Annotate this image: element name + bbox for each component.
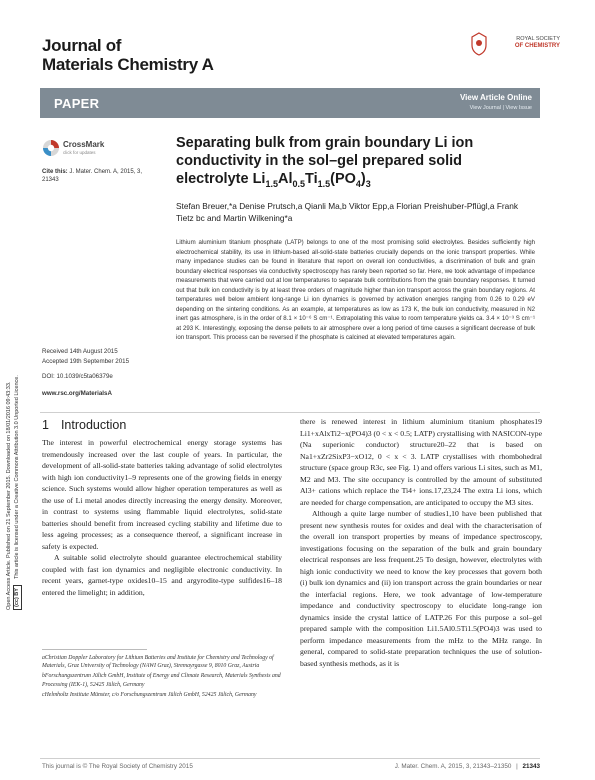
crossmark-icon <box>42 139 60 157</box>
author-list: Stefan Breuer,*a Denise Prutsch,a Qianli Ma,b Viktor Epp,a Florian Preishuber-Pflügl,a Frank Tietz bc and Martin Wilkening*a <box>176 201 519 223</box>
journal-name <box>42 36 214 74</box>
footer-separator: | <box>516 763 518 770</box>
footer-cite: J. Mater. Chem. A, 2015, 3, 21343–21350 <box>394 763 512 770</box>
section-heading <box>42 418 126 432</box>
license-line1: Open Access Article. Published on 21 September 2015. Downloaded on 18/01/2016 09:43:33. <box>6 381 12 610</box>
section-number: 1 <box>42 418 49 432</box>
section-divider <box>40 412 540 413</box>
body-paragraph: The interest in powerful electrochemical energy storage systems has tremendously increased over the last couple of years. In particular, the development of all-solid-state batteries taking advantage of solid electrolytes with high ion conductivity1–9 represents one of the growing fields in energy science. Such systems would allow higher operation temperatures as well as the use of Li metal anodes directly increasing the energy density. Moreover, in contrast to systems using flammable liquid electrolytes, solid-state batteries should benefit from increased cycling stability and lifetime due to less ageing processes; as a consequence thereof, a significant increase in safety is expected. <box>42 438 282 551</box>
journal-name-line2: Materials Chemistry A <box>42 55 214 74</box>
article-type: PAPER <box>54 96 100 111</box>
view-article-online-link[interactable]: View Article Online <box>459 93 532 102</box>
body-paragraph: there is renewed interest in lithium aluminium titanium phosphates19 Li1+xAlxTi2−x(PO4)3 (0 < x < 0.5; LATP) crystallising with NASICON-type (Na superionic conductor) structure20–22 that is based on Na1+xZr2SixP3−xO12, 0 < x < 3. LATP crystallises with rhombohedral structure (space group R3c, see Fig. 1) and offers various Li sites, such as M1, M2 and M3. The site occupancy is controlled by the amount of substituted Al3+ cations which replace the Ti4+ ions.17,23,24 The extra Li ions, which are needed for charge compensation, are anticipated to occupy the M3 sites. <box>300 417 542 507</box>
footer-citation <box>300 763 540 770</box>
body-column-left <box>42 437 282 598</box>
cc-by-badge[interactable]: (cc) BY <box>13 585 22 610</box>
logo-line2: OF CHEMISTRY <box>514 43 560 49</box>
rsc-crest-icon <box>470 32 488 56</box>
received-date: Received 14th August 2015 <box>42 348 118 355</box>
rsc-logo <box>470 28 560 58</box>
doi[interactable]: DOI: 10.1039/c5ta06379e <box>42 373 113 380</box>
article-history <box>42 347 162 366</box>
cite-this <box>42 168 160 184</box>
journal-name-line1: Journal of <box>42 36 122 55</box>
crossmark-button[interactable] <box>42 138 112 160</box>
cite-text: J. Mater. Chem. A, 2015, 3, 21343 <box>42 169 143 183</box>
page-number: 21343 <box>522 763 540 770</box>
crossmark-sub: click for updates <box>63 150 96 155</box>
article-title: Separating bulk from grain boundary Li ion conductivity in the sol–gel prepared solid electrolyte $Li_{1.5}Al_{0.5}Ti_{1.5}(PO_4)_3$ <box>176 135 474 189</box>
license-sidebar <box>6 150 36 610</box>
body-column-right <box>300 416 542 669</box>
affiliation: cHelmholtz Institute Münster, c/o Forschungszentrum Jülich GmbH, 52425 Jülich, Germany <box>42 691 257 698</box>
section-title: Introduction <box>60 418 127 432</box>
body-paragraph: Although a quite large number of studies1,10 have been published that present new synthesis routes for oxides and deal with the characterisation of the overall ion transport properties by means of impedance spectroscopy, investigations focusing on the separation of the bulk and grain boundary electrical responses are less frequent.25 To design, however, electrolytes with high ionic conductivity we need to know the key processes that govern both (i) bulk ion dynamics and (ii) ion transport across the grain boundaries or near the interfacial regions. Here, we took advantage of low-temperature impedance and conductivity spectroscopy to elucidate long-range ion dynamics inside the crystal lattice of LATP.26 For this purpose a sol–gel prepared sample with the composition Li1.5Al0.5Ti1.5(PO4)3 was used to perform impedance measurements from the mHz to the MHz range. In general, compared to solid-state preparation techniques the use of solution-based synthesis methods, as it is <box>300 509 542 668</box>
article-type-banner <box>40 88 540 118</box>
view-journal-issue-links[interactable]: View Journal | View Issue <box>469 105 532 111</box>
affiliations <box>42 654 282 701</box>
affiliation: aChristian Doppler Laboratory for Lithium Batteries and Institute for Chemistry and Technology of Materials, Graz University of Technology (NAWI Graz), Stremayrgasse 9, 8010 Graz, Austria <box>42 655 274 670</box>
logo-line1: ROYAL SOCIETY <box>516 36 560 42</box>
body-paragraph: A suitable solid electrolyte should guarantee electrochemical stability coupled with fast ion dynamics and negligible electronic conductivity. In recent years, garnet-type oxides10–15 and argyrodite-type sulfides16–18 entered the limelight; in addition, <box>42 553 282 597</box>
affiliation: bForschungszentrum Jülich GmbH, Institute of Energy and Climate Research, Materials Synthesis and Processing (IEK-1), 52425 Jülich, Germany <box>42 673 281 688</box>
accepted-date: Accepted 19th September 2015 <box>42 357 130 365</box>
crossmark-label: CrossMark <box>63 140 105 149</box>
cite-label: Cite this: <box>42 169 68 175</box>
footer-rule <box>40 758 540 759</box>
journal-website-link[interactable]: www.rsc.org/MaterialsA <box>42 390 112 397</box>
abstract: Lithium aluminium titanium phosphate (LATP) belongs to one of the most promising solid electrolytes. Besides sufficiently high electrochemical stability, its use in lithium-based all-solid-state batteries crucially depends on the ionic transport properties. While many impedance studies can be found in literature that report on overall ion conductivities, a discrimination of bulk and grain boundary electrical responses via conductivity spectroscopy has rarely been reported so far. Here, we took advantage of impedance measurements that were carried out at low temperatures to separate bulk contributions from the grain boundary responses. It turned out that bulk ion conductivity is by at least three orders of magnitude higher than ion transport across the grain boundary regions. At temperatures well below ambient long-range Li ion dynamics is governed by activation energies ranging from 0.26 to 0.29 eV depending on the sintering conditions. As an example, at temperatures as low as 173 K, the bulk ion conductivity, measured in N2 inert gas atmosphere, is in the order of 8.1 × 10⁻⁶ S cm⁻¹. Extrapolating this value to room temperature yields ca. 3.4 × 10⁻³ S cm⁻¹ at 293 K. Interestingly, exposing the dense pellets to air atmosphere over a long period of time causes a significant decrease of bulk ion transport. This process can be reversed if the phosphate is calcined at elevated temperatures again. <box>176 239 535 342</box>
license-line2[interactable]: This article is licensed under a Creative Commons Attribution 3.0 Unported Licence. <box>14 375 20 580</box>
footnote-rule <box>42 649 147 650</box>
footer-copyright: This journal is © The Royal Society of Chemistry 2015 <box>42 763 193 770</box>
